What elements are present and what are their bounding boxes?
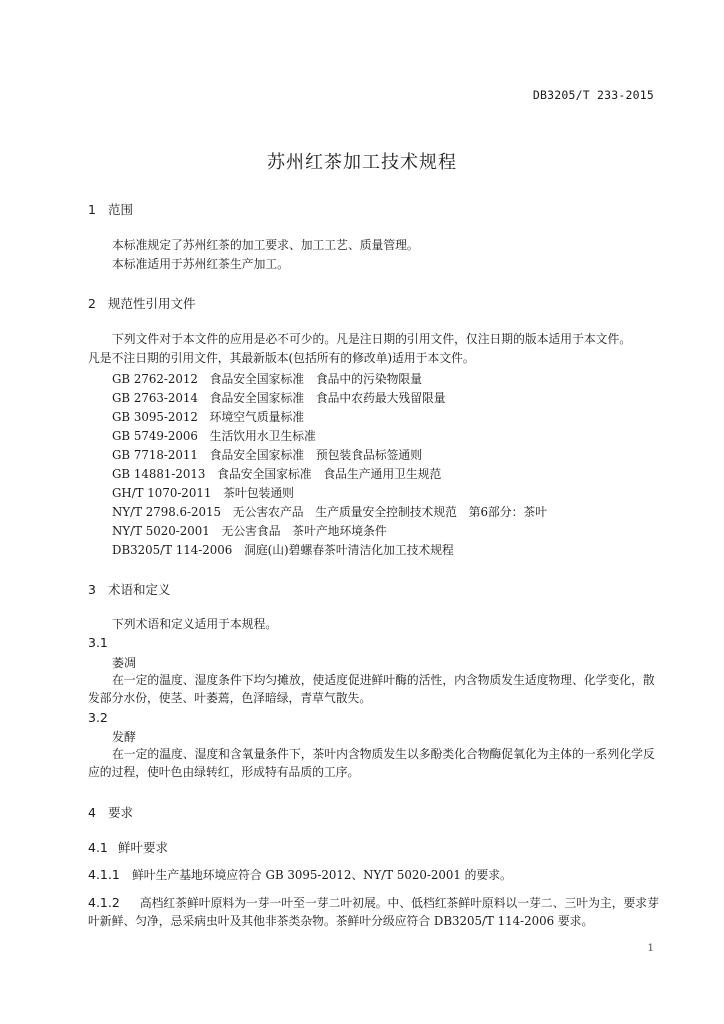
clause-number: 4.1.1 [88,867,120,882]
clause-4-1-2 [88,894,660,930]
section-title: 术语和定义 [108,582,171,597]
section-1-heading [88,200,133,218]
scope-paragraph-2: 本标准适用于苏州红茶生产加工。 [112,257,289,271]
reference-item: GB 3095-2012 环境空气质量标准 [112,410,305,424]
document-number: DB3205/T 233-2015 [532,88,654,102]
scope-paragraph-1: 本标准规定了苏州红茶的加工要求、加工工艺、质量管理。 [112,238,419,252]
reference-item: GB 2762-2012 食品安全国家标准 食品中的污染物限量 [112,372,423,386]
section-2-heading [88,294,196,312]
term-3-2-name: 发酵 [112,730,137,744]
subsection-4-1-heading [88,838,168,856]
reference-item: NY/T 2798.6-2015 无公害农产品 生产质量安全控制技术规范 第6部分：茶叶 [112,505,548,519]
clause-4-1-1 [88,866,512,883]
section-number: 1 [88,202,96,217]
document-title: 苏州红茶加工技术规程 [267,152,457,173]
section-number: 3 [88,582,96,597]
terms-intro: 下列术语和定义适用于本规程。 [112,617,278,631]
section-number: 2 [88,296,96,311]
term-3-1-number: 3.1 [88,635,108,650]
subsection-title: 鲜叶要求 [118,840,169,855]
clause-number: 4.1.2 [88,895,120,910]
section-number: 4 [88,805,96,820]
term-3-2-definition: 在一定的温度、湿度和含氧量条件下，茶叶内含物质发生以多酚类化合物酶促氧化为主体的一系列化学反应的过程，使叶色由绿转红，形成特有品质的工序。 [88,747,655,779]
section-title: 规范性引用文件 [108,296,196,311]
term-3-1-definition: 在一定的温度、湿度条件下均匀摊放，使适度促进鲜叶酶的活性，内含物质发生适度物理、化学变化，散发部分水份，使茎、叶萎蔫，色泽暗绿，青草气散失。 [88,673,655,705]
reference-item: NY/T 5020-2001 无公害食品 茶叶产地环境条件 [112,524,387,538]
reference-item: GB 2763-2014 食品安全国家标准 食品中农药最大残留限量 [112,391,446,405]
subsection-number: 4.1 [88,840,108,855]
section-4-heading [88,803,133,821]
normative-intro-line-2: 凡是不注日期的引用文件，其最新版本(包括所有的修改单)适用于本文件。 [88,351,475,365]
clause-text: 鲜叶生产基地环境应符合 GB 3095-2012、NY/T 5020-2001 的要求。 [132,868,512,882]
reference-item: GB 7718-2011 食品安全国家标准 预包装食品标签通则 [112,448,423,462]
term-3-1-name: 萎凋 [112,656,137,670]
reference-item: GH/T 1070-2011 茶叶包装通则 [112,486,294,500]
page-number: 1 [647,942,654,954]
clause-text: 高档红茶鲜叶原料为一芽一叶至一芽二叶初展。中、低档红茶鲜叶原料以一芽二、三叶为主，要求芽叶新鲜、匀净，忌采病虫叶及其他非茶类杂物。茶鲜叶分级应符合 DB3205/T 114-2006 要求。 [88,896,659,928]
reference-item: GB 5749-2006 生活饮用水卫生标准 [112,429,316,443]
term-3-2-number: 3.2 [88,710,108,725]
reference-item: GB 14881-2013 食品安全国家标准 食品生产通用卫生规范 [112,467,442,481]
section-3-heading [88,580,171,598]
normative-intro-line-1: 下列文件对于本文件的应用是必不可少的。凡是注日期的引用文件，仅注日期的版本适用于本文件。 [112,332,632,346]
reference-item: DB3205/T 114-2006 洞庭(山)碧螺春茶叶清洁化加工技术规程 [112,543,454,557]
section-title: 范围 [108,202,134,217]
section-title: 要求 [108,805,134,820]
